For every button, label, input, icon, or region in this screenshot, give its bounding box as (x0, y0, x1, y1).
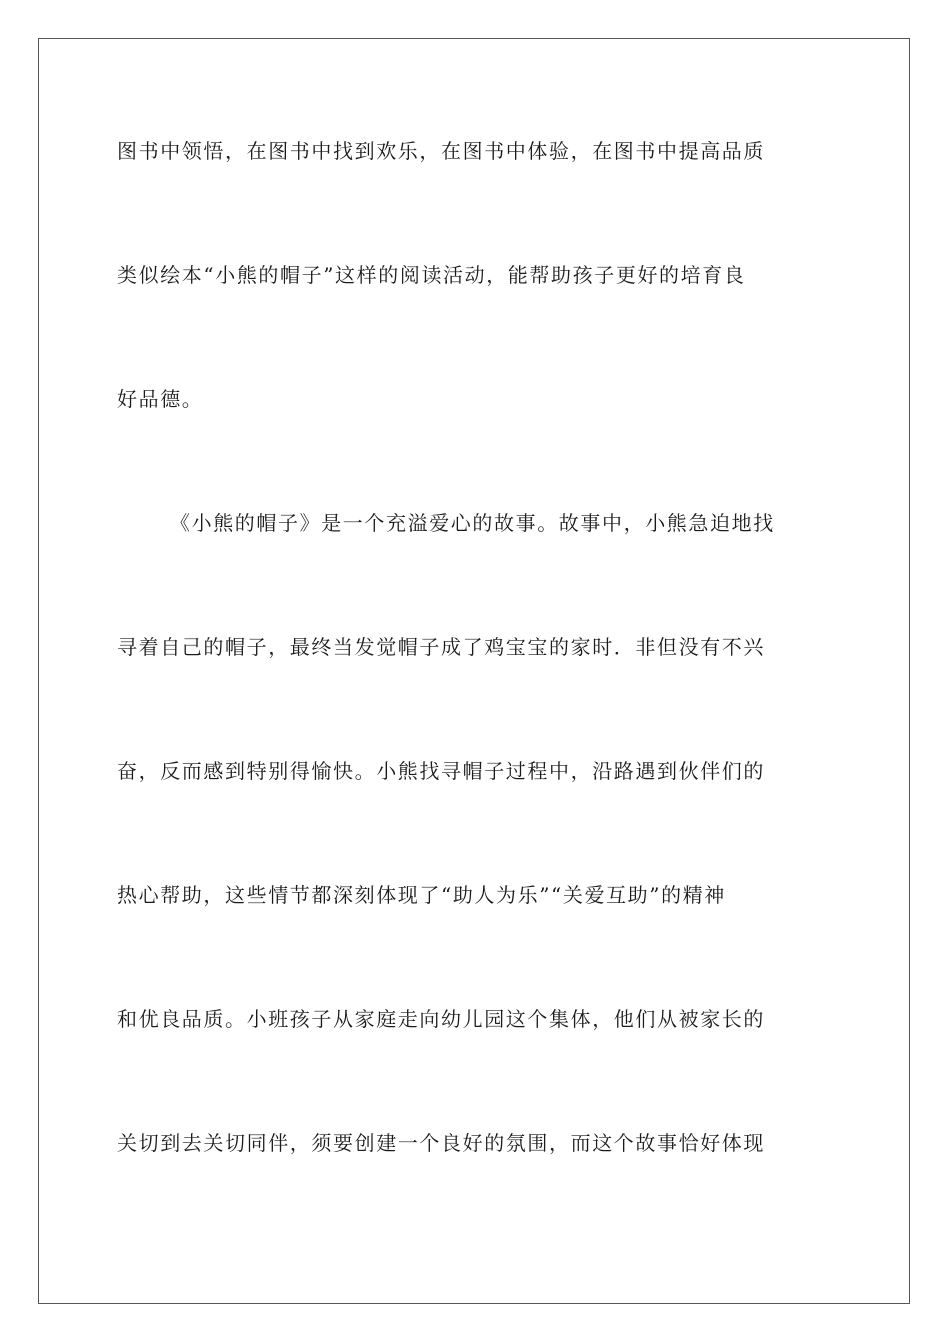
page-border (38, 38, 910, 1304)
text-line-4-paragraph-start: 《小熊的帽子》是一个充溢爱心的故事。故事中，小熊急迫地找 (170, 511, 775, 535)
text-line-1: 图书中领悟，在图书中找到欢乐，在图书中体验，在图书中提高品质 (117, 139, 765, 163)
text-line-8: 和优良品质。小班孩子从家庭走向幼儿园这个集体，他们从被家长的 (117, 1007, 765, 1031)
text-line-5: 寻着自己的帽子，最终当发觉帽子成了鸡宝宝的家时．非但没有不兴 (117, 635, 765, 659)
text-line-2: 类似绘本“小熊的帽子”这样的阅读活动，能帮助孩子更好的培育良 (117, 263, 746, 287)
text-line-6: 奋，反而感到特别得愉快。小熊找寻帽子过程中，沿路遇到伙伴们的 (117, 759, 765, 783)
text-line-7: 热心帮助，这些情节都深刻体现了“助人为乐”“关爱互助”的精神 (117, 883, 726, 907)
text-line-9: 关切到去关切同伴，须要创建一个良好的氛围，而这个故事恰好体现 (117, 1131, 765, 1155)
text-line-3: 好品德。 (117, 387, 204, 411)
